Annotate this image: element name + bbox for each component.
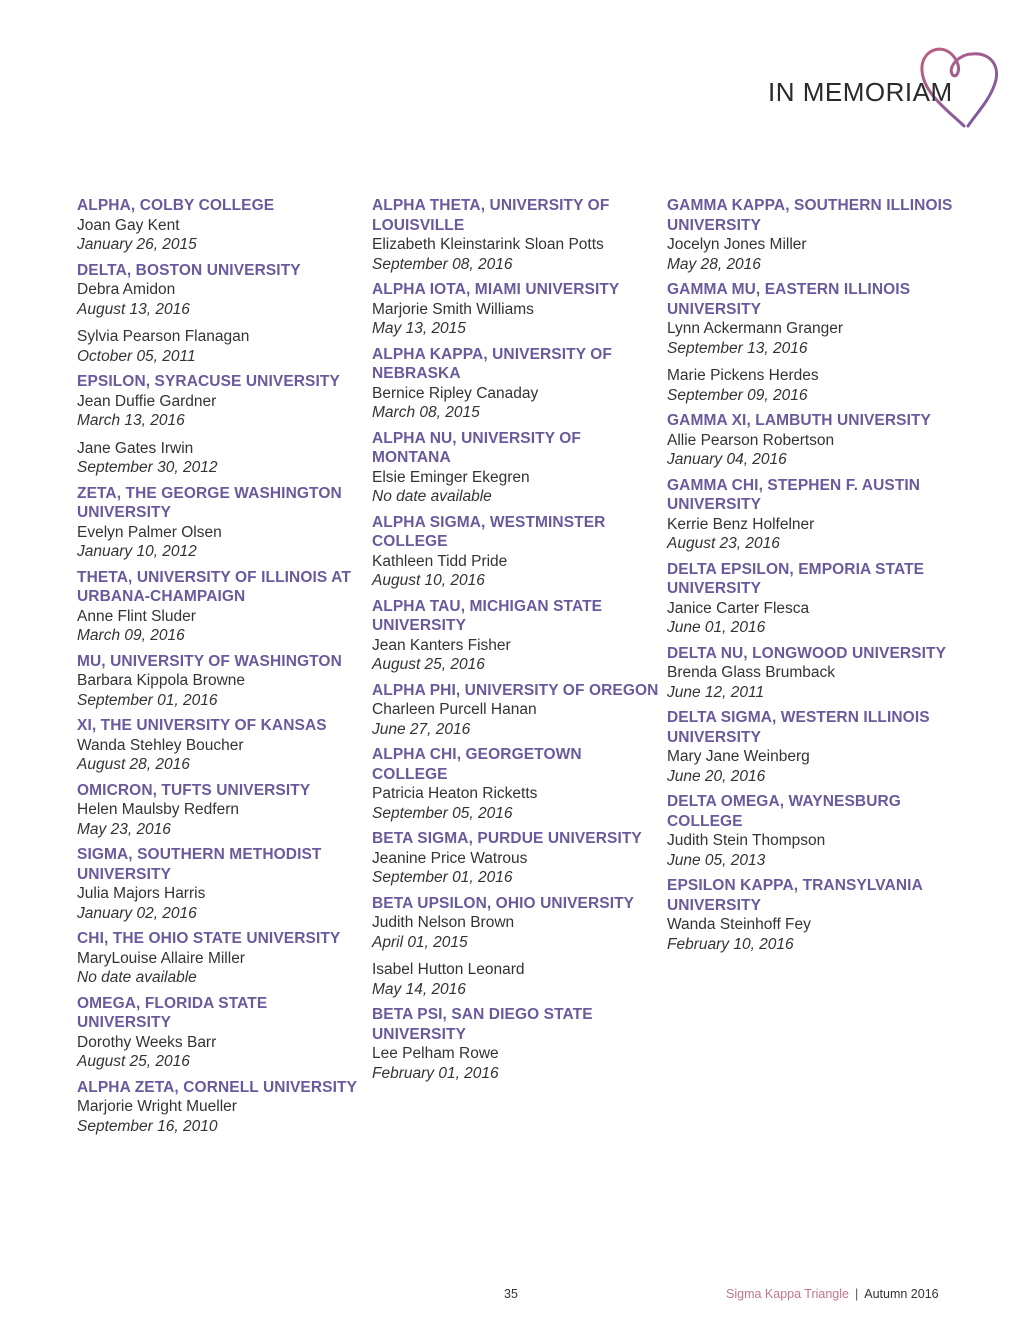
chapter-entry <box>667 476 955 554</box>
chapter-entry <box>372 429 660 507</box>
person-name: Dorothy Weeks Barr <box>77 1033 217 1051</box>
person-name: Allie Pearson Robertson <box>667 431 835 449</box>
chapter-entry <box>77 845 365 923</box>
person-name: Jean Duffie Gardner <box>77 392 217 410</box>
chapter-entry <box>667 792 955 870</box>
person-date: May 23, 2016 <box>77 820 171 838</box>
person-name: Elsie Eminger Ekegren <box>372 468 530 486</box>
chapter-name: BETA SIGMA, PURDUE UNIVERSITY <box>372 830 642 847</box>
person-date: January 10, 2012 <box>77 543 197 560</box>
chapter-name: THETA, UNIVERSITY OF ILLINOIS AT URBANA-CHAMPAIGN <box>77 568 351 605</box>
chapter-name: MU, UNIVERSITY OF WASHINGTON <box>77 652 342 670</box>
chapter-entry <box>372 681 660 740</box>
chapter-entry <box>77 1078 365 1137</box>
chapter-entry <box>667 280 955 405</box>
chapter-name: GAMMA MU, EASTERN ILLINOIS UNIVERSITY <box>667 281 911 318</box>
person-name: Isabel Hutton Leonard <box>372 961 525 978</box>
person-date: No date available <box>77 969 197 986</box>
memorial-person <box>77 216 365 255</box>
chapter-name: EPSILON KAPPA, TRANSYLVANIA UNIVERSITY <box>667 877 923 914</box>
memorial-person <box>667 747 955 786</box>
memorial-person <box>372 784 660 823</box>
chapter-entry <box>77 652 365 711</box>
chapter-name: CHI, THE OHIO STATE UNIVERSITY <box>77 930 341 947</box>
memorial-person <box>77 884 365 923</box>
person-date: August 25, 2016 <box>372 656 485 673</box>
memorial-person <box>372 300 660 339</box>
chapter-entry <box>667 196 955 274</box>
chapter-name: ALPHA CHI, GEORGETOWN COLLEGE <box>372 746 582 783</box>
memorial-person <box>372 1044 660 1083</box>
person-name: Marjorie Wright Mueller <box>77 1098 237 1115</box>
memorial-person <box>77 280 365 319</box>
publication-credit <box>726 1287 939 1301</box>
chapter-entry <box>372 280 660 339</box>
chapter-entry <box>372 513 660 591</box>
memorial-person <box>667 515 955 554</box>
chapter-name: DELTA NU, LONGWOOD UNIVERSITY <box>667 644 947 662</box>
memorial-person <box>372 384 660 423</box>
person-date: February 01, 2016 <box>372 1064 499 1082</box>
chapter-name: DELTA SIGMA, WESTERN ILLINOIS UNIVERSITY <box>667 709 930 746</box>
memorial-person <box>667 431 955 470</box>
chapter-entry <box>77 484 365 562</box>
chapter-name: ALPHA IOTA, MIAMI UNIVERSITY <box>372 281 620 298</box>
chapter-entry <box>77 372 365 478</box>
chapter-name: GAMMA KAPPA, SOUTHERN ILLINOIS UNIVERSITY <box>667 197 953 234</box>
chapter-entry <box>77 568 365 646</box>
chapter-name: EPSILON, SYRACUSE UNIVERSITY <box>77 373 340 390</box>
page-number: 35 <box>504 1287 518 1301</box>
memorial-person <box>372 849 660 888</box>
person-name: Bernice Ripley Canaday <box>372 384 539 402</box>
person-name: Anne Flint Sluder <box>77 607 196 625</box>
memorial-person <box>77 327 365 366</box>
person-name: Kathleen Tidd Pride <box>372 552 508 570</box>
memorial-person <box>77 671 365 710</box>
chapter-name: DELTA OMEGA, WAYNESBURG COLLEGE <box>667 793 901 830</box>
person-name: Jeanine Price Watrous <box>372 849 528 867</box>
memorial-person <box>77 800 365 839</box>
person-name: Lynn Ackermann Granger <box>667 320 844 337</box>
person-name: Marjorie Smith Williams <box>372 300 534 318</box>
person-date: August 13, 2016 <box>77 300 190 318</box>
chapter-name: ALPHA, COLBY COLLEGE <box>77 197 275 214</box>
memorial-person <box>667 915 955 954</box>
memorial-person <box>77 1033 365 1072</box>
chapter-entry <box>77 261 365 367</box>
memorial-person <box>77 523 365 562</box>
chapter-name: OMEGA, FLORIDA STATE UNIVERSITY <box>77 994 268 1031</box>
chapter-entry <box>77 781 365 840</box>
chapter-entry <box>77 994 365 1072</box>
person-name: Charleen Purcell Hanan <box>372 701 537 718</box>
memorial-person <box>77 949 365 988</box>
person-date: March 09, 2016 <box>77 627 185 644</box>
person-name: Elizabeth Kleinstarink Sloan Potts <box>372 236 604 253</box>
issue-label: Autumn 2016 <box>864 1287 939 1301</box>
chapter-entry <box>667 876 955 954</box>
person-date: April 01, 2015 <box>372 933 468 951</box>
person-name: Lee Pelham Rowe <box>372 1045 499 1062</box>
person-name: Marie Pickens Herdes <box>667 367 819 384</box>
chapter-name: ALPHA ZETA, CORNELL UNIVERSITY <box>77 1078 358 1096</box>
chapter-name: BETA UPSILON, OHIO UNIVERSITY <box>372 894 635 912</box>
person-date: August 28, 2016 <box>77 756 190 773</box>
memorial-person <box>372 913 660 952</box>
person-name: Janice Carter Flesca <box>667 599 810 617</box>
person-date: September 05, 2016 <box>372 804 513 822</box>
person-name: Judith Stein Thompson <box>667 832 826 849</box>
person-name: Helen Maulsby Redfern <box>77 801 239 818</box>
person-date: October 05, 2011 <box>77 347 196 365</box>
chapter-name: GAMMA CHI, STEPHEN F. AUSTIN UNIVERSITY <box>667 476 921 513</box>
memorial-person <box>667 663 955 702</box>
memorial-person <box>372 636 660 675</box>
person-name: Evelyn Palmer Olsen <box>77 523 222 541</box>
footer-separator: | <box>855 1287 859 1301</box>
chapter-entry <box>77 716 365 775</box>
chapter-name: GAMMA XI, LAMBUTH UNIVERSITY <box>667 412 931 429</box>
memorial-person <box>372 552 660 591</box>
person-name: Barbara Kippola Browne <box>77 672 246 689</box>
person-date: January 26, 2015 <box>77 236 197 253</box>
chapter-entry <box>372 1005 660 1083</box>
person-date: September 01, 2016 <box>372 869 513 886</box>
person-name: Debra Amidon <box>77 281 176 298</box>
person-date: May 14, 2016 <box>372 980 466 998</box>
chapter-name: SIGMA, SOUTHERN METHODIST UNIVERSITY <box>77 846 322 883</box>
memorial-person <box>77 607 365 646</box>
person-name: Sylvia Pearson Flanagan <box>77 328 250 345</box>
chapter-name: ALPHA NU, UNIVERSITY OF MONTANA <box>372 429 581 466</box>
chapter-entry <box>372 894 660 1000</box>
person-date: June 05, 2013 <box>667 851 766 869</box>
person-name: Wanda Steinhoff Fey <box>667 916 811 933</box>
person-date: June 12, 2011 <box>667 683 765 701</box>
person-date: August 10, 2016 <box>372 572 485 589</box>
chapter-entry <box>667 708 955 786</box>
person-date: February 10, 2016 <box>667 935 794 953</box>
memorial-person <box>77 392 365 431</box>
person-name: Wanda Stehley Boucher <box>77 736 244 754</box>
memorial-person <box>667 366 955 405</box>
person-date: No date available <box>372 488 492 505</box>
memorial-person <box>372 700 660 739</box>
chapter-entry <box>372 597 660 675</box>
chapter-name: BETA PSI, SAN DIEGO STATE UNIVERSITY <box>372 1006 593 1043</box>
publication-name: Sigma Kappa Triangle <box>726 1287 849 1301</box>
chapter-name: ALPHA TAU, MICHIGAN STATE UNIVERSITY <box>372 597 603 634</box>
memorial-person <box>77 1097 365 1136</box>
chapter-entry <box>667 560 955 638</box>
person-date: January 02, 2016 <box>77 904 197 922</box>
person-date: August 23, 2016 <box>667 535 780 552</box>
memorial-person <box>77 736 365 775</box>
memoriam-column-3 <box>667 196 955 960</box>
chapter-entry <box>372 829 660 888</box>
person-name: Jane Gates Irwin <box>77 439 194 457</box>
memoriam-column-1 <box>77 196 365 1142</box>
chapter-entry <box>372 345 660 423</box>
memorial-person <box>372 235 660 274</box>
person-name: Julia Majors Harris <box>77 885 206 902</box>
chapter-name: ZETA, THE GEORGE WASHINGTON UNIVERSITY <box>77 484 342 521</box>
person-date: March 13, 2016 <box>77 412 185 429</box>
memorial-person <box>667 599 955 638</box>
person-name: Brenda Glass Brumback <box>667 664 835 681</box>
memorial-person <box>667 319 955 358</box>
chapter-entry <box>77 196 365 255</box>
person-name: Jean Kanters Fisher <box>372 636 511 654</box>
chapter-name: OMICRON, TUFTS UNIVERSITY <box>77 781 311 799</box>
person-date: September 01, 2016 <box>77 691 218 709</box>
person-date: May 28, 2016 <box>667 255 761 273</box>
person-name: Jocelyn Jones Miller <box>667 236 807 253</box>
person-date: January 04, 2016 <box>667 451 787 468</box>
person-date: June 01, 2016 <box>667 619 766 636</box>
person-name: Judith Nelson Brown <box>372 914 515 931</box>
memoriam-column-2 <box>372 196 660 1089</box>
page-title: IN MEMORIAM <box>768 77 953 107</box>
person-name: Kerrie Benz Holfelner <box>667 515 815 533</box>
person-date: March 08, 2015 <box>372 404 480 421</box>
chapter-name: ALPHA SIGMA, WESTMINSTER COLLEGE <box>372 513 606 550</box>
memorial-person <box>372 468 660 507</box>
memorial-person <box>372 960 660 999</box>
chapter-name: ALPHA PHI, UNIVERSITY OF OREGON <box>372 681 659 699</box>
person-date: September 30, 2012 <box>77 459 218 476</box>
chapter-entry <box>667 411 955 470</box>
person-date: June 20, 2016 <box>667 767 766 785</box>
person-date: May 13, 2015 <box>372 320 466 337</box>
memorial-person <box>667 831 955 870</box>
person-name: Mary Jane Weinberg <box>667 748 810 765</box>
memorial-person <box>77 439 365 478</box>
chapter-name: ALPHA KAPPA, UNIVERSITY OF NEBRASKA <box>372 345 613 382</box>
person-name: Patricia Heaton Ricketts <box>372 785 538 802</box>
person-date: September 13, 2016 <box>667 339 808 357</box>
chapter-name: XI, THE UNIVERSITY OF KANSAS <box>77 717 327 734</box>
person-name: Joan Gay Kent <box>77 216 180 234</box>
person-date: September 09, 2016 <box>667 386 808 404</box>
chapter-entry <box>77 929 365 988</box>
chapter-entry <box>372 745 660 823</box>
chapter-name: ALPHA THETA, UNIVERSITY OF LOUISVILLE <box>372 197 610 234</box>
person-name: MaryLouise Allaire Miller <box>77 949 245 967</box>
person-date: September 08, 2016 <box>372 255 513 273</box>
person-date: June 27, 2016 <box>372 720 471 738</box>
chapter-name: DELTA EPSILON, EMPORIA STATE UNIVERSITY <box>667 560 925 597</box>
chapter-entry <box>372 196 660 274</box>
person-date: September 16, 2010 <box>77 1117 218 1135</box>
chapter-entry <box>667 644 955 703</box>
chapter-name: DELTA, BOSTON UNIVERSITY <box>77 261 301 279</box>
memorial-person <box>667 235 955 274</box>
person-date: August 25, 2016 <box>77 1053 190 1070</box>
